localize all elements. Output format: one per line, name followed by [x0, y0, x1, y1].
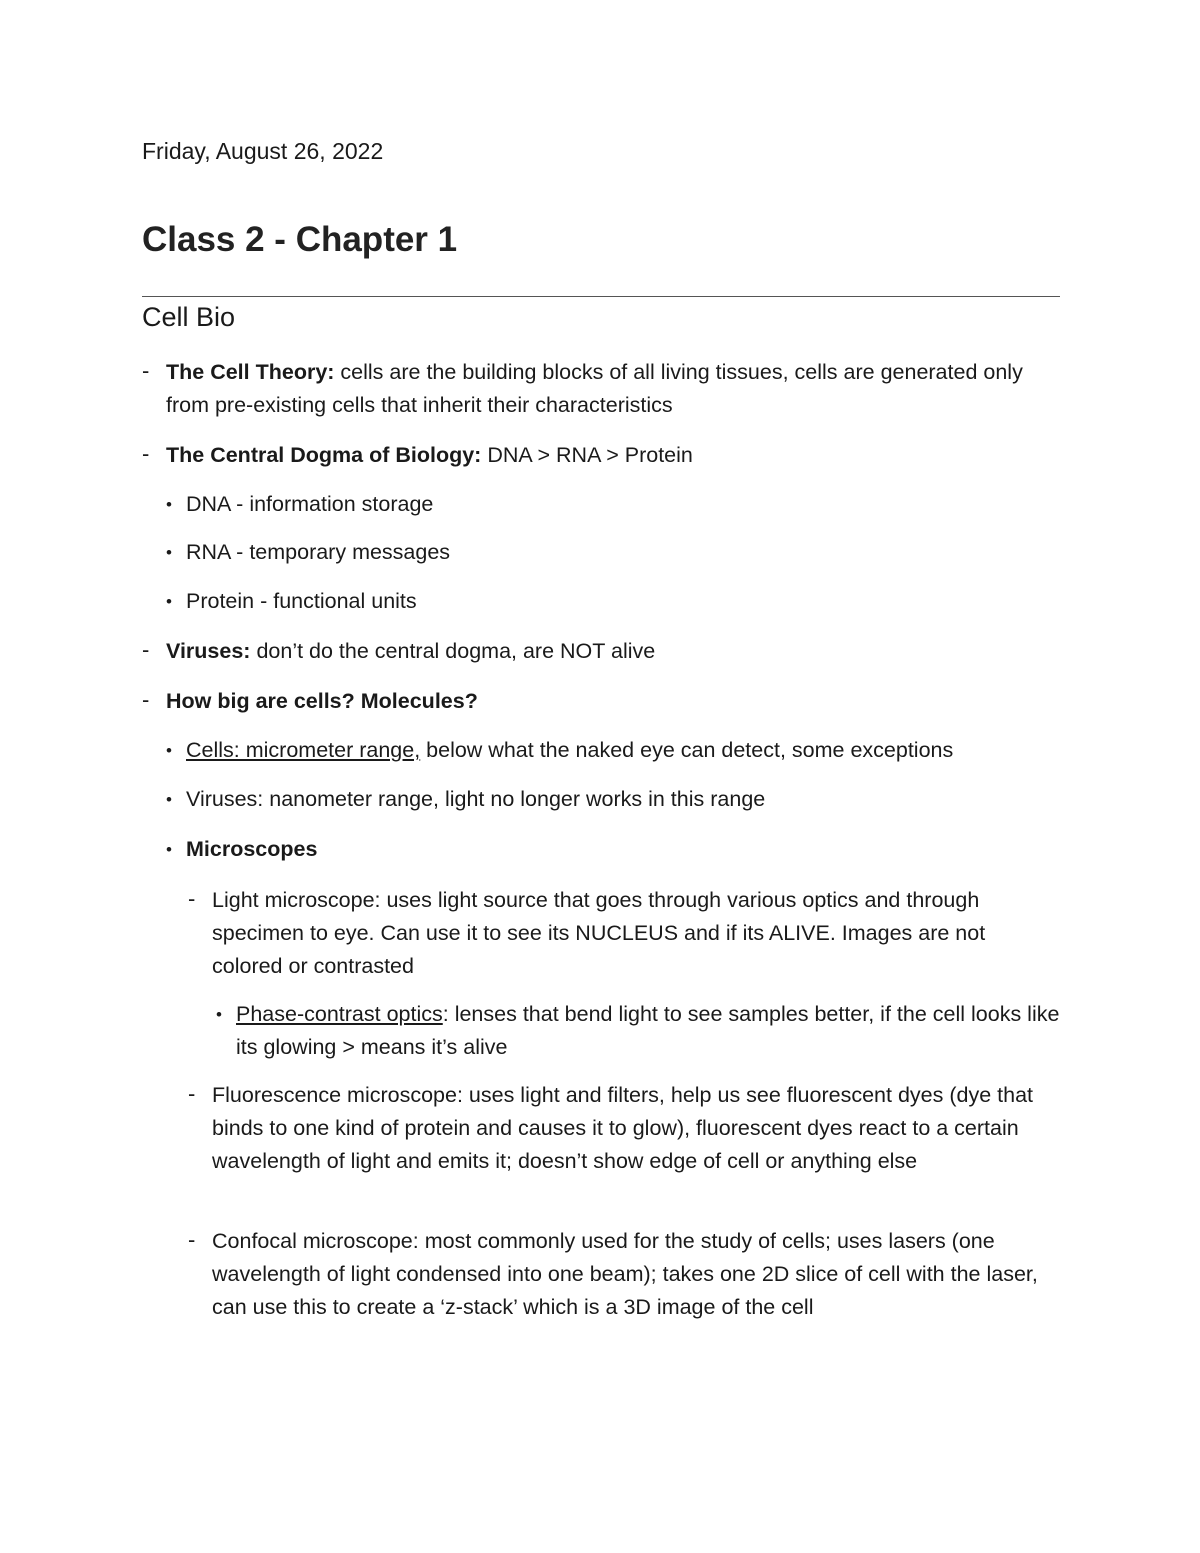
- dash-marker: -: [142, 637, 150, 662]
- dash-marker: -: [188, 1227, 196, 1252]
- item-text: Protein - functional units: [186, 589, 417, 613]
- item-text: How big are cells? Molecules?: [166, 689, 478, 713]
- term-label: The Central Dogma of Biology:: [166, 443, 482, 467]
- list-item-light-microscope: [188, 884, 1042, 983]
- item-text: [236, 998, 1066, 1064]
- list-item-fluorescence: [188, 1079, 1042, 1178]
- list-item-viruses-size: [166, 783, 1066, 816]
- bullet-marker: •: [166, 790, 172, 809]
- list-item-confocal: [188, 1225, 1042, 1324]
- list-item-viruses: [142, 635, 1066, 668]
- item-text: Viruses: nanometer range, light no longer works in this range: [186, 787, 766, 811]
- list-item-cell-theory: [142, 356, 1066, 422]
- list-item-rna: [166, 536, 1066, 569]
- list-item-central-dogma: [142, 439, 1066, 472]
- underlined-term: Cells: micrometer range,: [186, 738, 421, 762]
- dash-marker: -: [142, 441, 150, 466]
- bullet-marker: •: [166, 495, 172, 514]
- item-text: [166, 439, 1066, 472]
- bullet-marker: •: [216, 1005, 222, 1024]
- term-text: : lenses that bend light to see samples better, if the cell looks like its glowing > means it’s alive: [236, 1002, 1060, 1059]
- term-label: Viruses:: [166, 639, 251, 663]
- underlined-term: Phase-contrast optics: [236, 1002, 443, 1026]
- item-text: DNA - information storage: [186, 492, 434, 516]
- item-text: Light microscope: uses light source that goes through various optics and through specimen to eye. Can use it to see its NUCLEUS and if its ALIVE. Images are not colored or contrasted: [212, 888, 986, 978]
- dash-marker: -: [188, 1081, 196, 1106]
- bullet-marker: •: [166, 840, 172, 859]
- item-text: RNA - temporary messages: [186, 540, 451, 564]
- bullet-marker: •: [166, 592, 172, 611]
- dash-marker: -: [188, 886, 196, 911]
- item-text: [166, 635, 1066, 668]
- dash-marker: -: [142, 358, 150, 383]
- page-title: Class 2 - Chapter 1: [142, 220, 458, 259]
- list-item-microscopes: [166, 833, 1066, 866]
- list-item-phase-contrast: [216, 998, 1066, 1064]
- title-divider: [142, 296, 1060, 297]
- list-item-cells-size: [166, 734, 1066, 767]
- term-text: below what the naked eye can detect, some exceptions: [420, 738, 954, 762]
- term-text: DNA > RNA > Protein: [481, 443, 693, 467]
- term-text: don’t do the central dogma, are NOT alive: [250, 639, 656, 663]
- list-item-dna: [166, 488, 1066, 521]
- date-line: Friday, August 26, 2022: [142, 138, 384, 164]
- term-text: cells are the building blocks of all living tissues, cells are generated only from pre-existing cells that inherit their characteristics: [166, 360, 1023, 417]
- item-text: Microscopes: [186, 837, 318, 861]
- section-heading: Cell Bio: [142, 302, 236, 332]
- item-text: [186, 734, 1066, 767]
- bullet-marker: •: [166, 741, 172, 760]
- term-label: The Cell Theory:: [166, 360, 335, 384]
- list-item-protein: [166, 585, 1066, 618]
- item-text: Fluorescence microscope: uses light and filters, help us see fluorescent dyes (dye that binds to one kind of protein and causes it to glow), fluorescent dyes react to a certain wavelength of light and emits it; doesn’t show edge of cell or anything else: [212, 1083, 1033, 1173]
- dash-marker: -: [142, 687, 150, 712]
- list-item-how-big: [142, 685, 1066, 718]
- item-text: [166, 356, 1066, 422]
- item-text: Confocal microscope: most commonly used for the study of cells; uses lasers (one wavelength of light condensed into one beam); takes one 2D slice of cell with the laser, can use this to create a ‘z-stack’ which is a 3D image of the cell: [212, 1229, 1038, 1319]
- bullet-marker: •: [166, 543, 172, 562]
